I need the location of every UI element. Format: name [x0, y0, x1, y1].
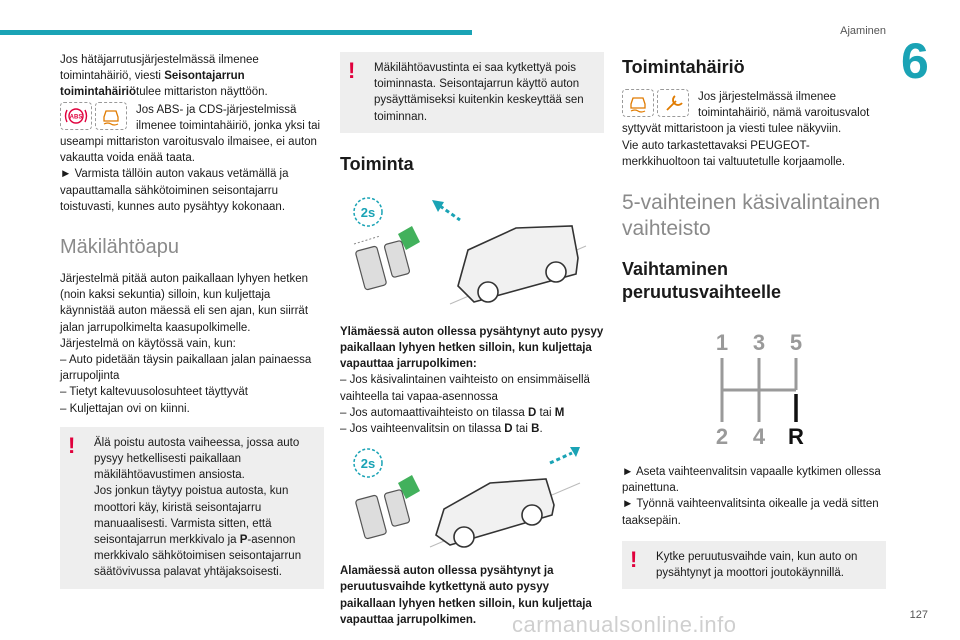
paragraph: ► Varmista tällöin auton vakaus vetämällä ja vapauttamalla sähkötoiminen seisontajarru toistuvasti, kunnes auto pysähtyy kokonaan. [60, 168, 289, 213]
warning-box: ! Mäkilähtöavustinta ei saa kytkettyä pois toiminnasta. Seisontajarrun käyttö auton pysäyttämiseksi kuitenkin keskeyttää sen toiminnan. [340, 52, 604, 133]
column-3 [622, 52, 886, 599]
paragraph: Vie auto tarkastettavaksi PEUGEOT-merkkihuoltoon tai valtuutetulle korjaamolle. [622, 139, 846, 168]
warning-box: ! Älä poistu autosta vaiheessa, jossa auto pysyy hetkellisesti paikallaan mäkilähtöavustimen ansiosta. Jos jonkun täytyy poistua autosta, kun moottori käy, kiristä seisontajarru manuaalisesti. Varmista sitten, että seisontajarrun merkkivalo ja P-asennon merkkivalo sähkötoimisen seisontajarrun säätövivussa palavat yhtäjaksoisesti. [60, 427, 324, 589]
malfunction-paragraph: Jos järjestelmässä ilmenee toimintahäiriö, nämä varoitusvalot syttyvät mittaristoon ja viesti tulee näkyviin. [622, 91, 870, 136]
header-accent-bar [0, 30, 472, 35]
section-title-vaihteisto: 5-vaihteinen käsivalintainen vaihteisto [622, 191, 880, 241]
svg-text:1: 1 [715, 330, 729, 356]
section-title-toiminta: Toiminta [340, 153, 414, 174]
svg-text:R: R [788, 424, 804, 450]
page-number: 127 [909, 609, 928, 621]
warning-icon: ! [68, 432, 76, 458]
svg-text:3: 3 [752, 330, 766, 356]
list-item: – Tietyt kaltevuusolosuhteet täyttyvät [60, 386, 248, 399]
column-1 [60, 52, 324, 599]
abs-warning-icons [60, 102, 130, 130]
warning-box: ! Kytke peruutusvaihde vain, kun auto on pysähtynyt ja moottori joutokäynnillä. [622, 541, 886, 589]
header-section-title: Ajaminen [840, 25, 886, 37]
subsection-title-peruutus: Vaihtaminen peruutusvaihteelle [622, 259, 782, 303]
paragraph: Jos hätäjarrutusjärjestelmässä ilmenee toimintahäiriö, viesti Seisontajarrun toimintahäiriötulee mittariston näyttöön. [60, 54, 268, 99]
abs-icon [60, 102, 92, 130]
warning-icon: ! [348, 58, 356, 83]
column-2 [340, 52, 604, 628]
uphill-illustration [340, 186, 588, 316]
stability-icon [95, 102, 127, 130]
svg-text:2s: 2s [360, 456, 376, 472]
svg-text:2: 2 [715, 424, 729, 450]
paragraph: Järjestelmä pitää auton paikallaan lyhyen hetken (noin kaksi sekuntia) silloin, kun kuljettaja käynnistää auton mäessä eli sen ajan, kun siirrät jalan jarrupolkimelta kaasupolkimelle. [60, 273, 309, 334]
abs-cds-paragraph: ABS Jos ABS- ja CDS-järjestelmissä ilmenee toimintahäiriö, jonka yksi tai useampi mittariston varoitusvalo ilmaisee, ei auton vakautta voida enää taata. [60, 103, 321, 165]
svg-text:4: 4 [752, 424, 766, 450]
paragraph: ► Työnnä vaihteenvalitsinta oikealle ja vedä sitten taaksepäin. [622, 498, 879, 527]
paragraph: ► Aseta vaihteenvalitsin vapaalle kytkimen ollessa painettuna. [622, 466, 881, 495]
malfunction-warning-icons [622, 89, 692, 117]
list-item: – Jos vaihteenvalitsin on tilassa D tai B. [340, 423, 543, 436]
svg-text:2s: 2s [360, 204, 376, 220]
downhill-illustration [340, 443, 588, 555]
list-item: – Jos käsivalintainen vaihteisto on ensimmäisellä vaihteella tai vapaa-asennossa [340, 374, 590, 403]
service-wrench-icon [657, 89, 689, 117]
section-title-makilahtoapu: Mäkilähtöapu [60, 236, 179, 259]
list-item: – Auto pidetään täysin paikallaan jalan painaessa jarrupoljinta [60, 354, 312, 383]
gear-shift-pattern [622, 314, 870, 454]
svg-text:5: 5 [789, 330, 803, 356]
figure-caption: Alamäessä auton ollessa pysähtynyt ja peruutusvaihde kytkettynä auto pysyy paikallaan lyhyen hetken silloin, kun kuljettaja vapauttaa jarrupolkimen. [340, 565, 592, 626]
figure-caption: Ylämäessä auton ollessa pysähtynyt auto pysyy paikallaan lyhyen hetken silloin, kun kuljettaja vapauttaa jarrupolkimen: [340, 325, 604, 371]
stability-icon [622, 89, 654, 117]
warning-icon: ! [630, 546, 638, 572]
watermark: carmanualsonline.info [512, 612, 737, 637]
paragraph: Järjestelmä on käytössä vain, kun: [60, 337, 236, 350]
svg-text:ABS: ABS [69, 114, 83, 121]
list-item: – Jos automaattivaihteisto on tilassa D tai M [340, 406, 565, 419]
chapter-number: 6 [901, 33, 929, 89]
list-item: – Kuljettajan ovi on kiinni. [60, 402, 190, 415]
section-title-toimintahairio: Toimintahäiriö [622, 57, 745, 77]
